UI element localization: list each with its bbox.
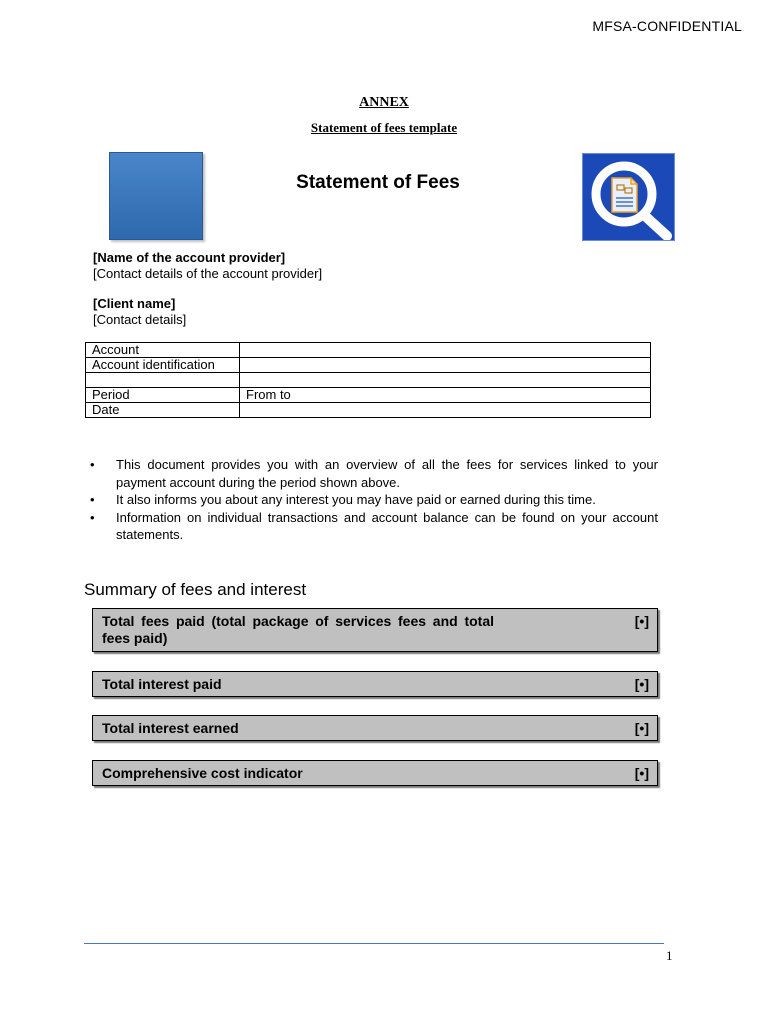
table-cell-label: Account (86, 343, 240, 358)
table-cell-label (86, 373, 240, 388)
list-item-text: This document provides you with an overview of all the fees for services linked to your payment account during the period shown above. (116, 457, 658, 490)
table-row (86, 388, 651, 403)
bullet-icon: • (90, 492, 95, 507)
annex-subtitle: Statement of fees template (310, 120, 458, 135)
logo-placeholder (109, 152, 203, 240)
provider-contact: [Contact details of the account provider] (93, 266, 323, 281)
summary-heading: Summary of fees and interest (84, 580, 307, 599)
summary-box-total-fees (92, 608, 658, 652)
summary-box-cost-indicator (92, 760, 658, 786)
table-cell-label: Period (86, 388, 240, 403)
table-cell-label: Account identification (86, 358, 240, 373)
table-cell-label: Date (86, 403, 240, 418)
table-row (86, 403, 651, 418)
annex-title: ANNEX (359, 95, 409, 110)
table-row (86, 358, 651, 373)
summary-value: [•] (634, 676, 649, 692)
summary-label: Total interest earned (102, 720, 239, 736)
list-item (90, 491, 658, 509)
info-bullet-list (90, 456, 658, 544)
table-row (86, 343, 651, 358)
statement-title: Statement of Fees (296, 172, 460, 193)
summary-value: [•] (634, 613, 649, 629)
table-cell-value (240, 373, 651, 388)
document-search-icon (582, 153, 675, 241)
bullet-icon: • (90, 457, 95, 472)
summary-box-interest-earned (92, 715, 658, 741)
table-cell-value (240, 343, 651, 358)
summary-label: Comprehensive cost indicator (102, 765, 303, 781)
page-number: 1 (666, 948, 673, 963)
list-item (90, 509, 658, 544)
confidentiality-label: MFSA-CONFIDENTIAL (592, 18, 742, 34)
provider-name: [Name of the account provider] (93, 250, 286, 265)
table-row (86, 373, 651, 388)
account-details-table (85, 342, 651, 418)
table-cell-value (240, 358, 651, 373)
summary-box-interest-paid (92, 671, 658, 697)
list-item-text: Information on individual transactions and account balance can be found on your account statements. (116, 509, 658, 542)
footer-divider (84, 943, 664, 944)
list-item (90, 456, 658, 491)
client-block (93, 296, 186, 328)
client-name: [Client name] (93, 296, 176, 311)
summary-label: Total fees paid (total package of services fees and total fees paid) (102, 613, 494, 646)
client-contact: [Contact details] (93, 312, 187, 327)
summary-label: Total interest paid (102, 676, 222, 692)
table-cell-value (240, 403, 651, 418)
summary-value: [•] (634, 720, 649, 736)
bullet-icon: • (90, 509, 95, 525)
list-item-text: It also informs you about any interest you may have paid or earned during this time. (116, 492, 596, 507)
summary-value: [•] (634, 765, 649, 781)
table-cell-value: From to (240, 388, 651, 403)
provider-block (93, 250, 322, 282)
